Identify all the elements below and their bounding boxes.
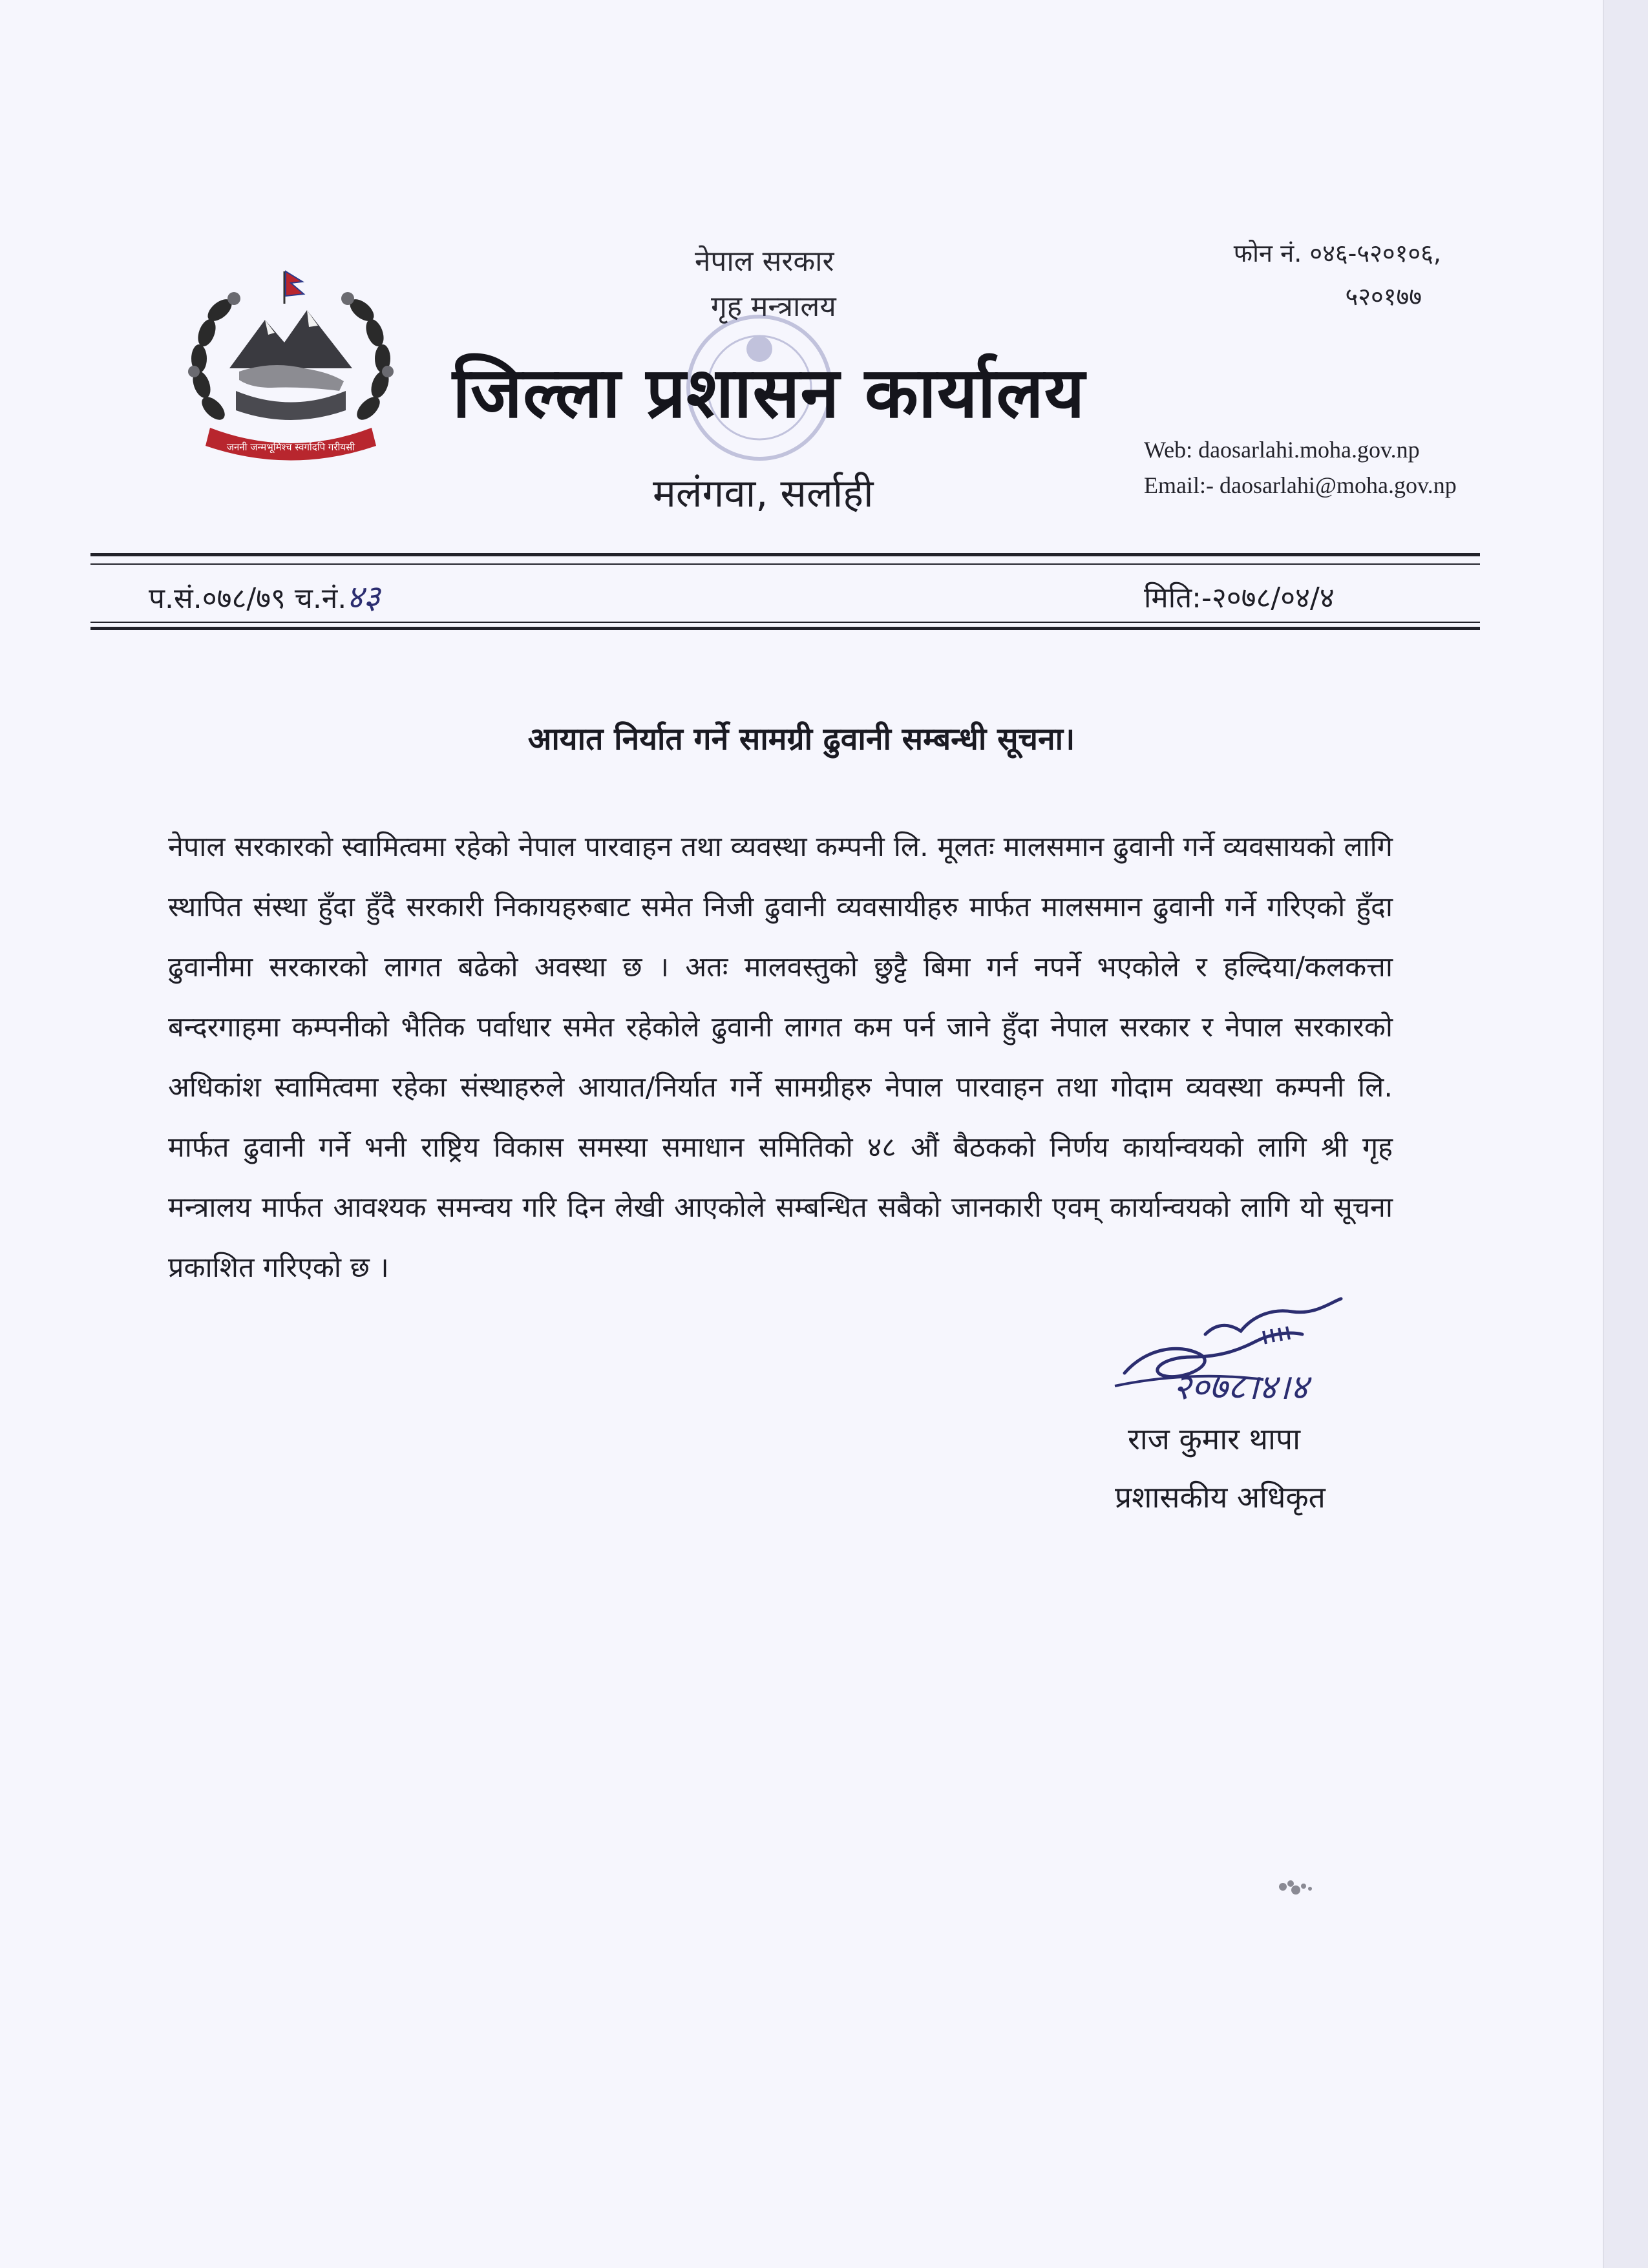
ink-smudge [1270,1871,1328,1903]
phone-number-line1: फोन नं. ०४६-५२०१०६, [1233,239,1441,268]
office-location: मलंगवा, सर्लाही [653,471,874,516]
letter-number-handwritten: ४३ [346,578,381,616]
office-title: जिल्ला प्रशासन कार्यालय [452,353,1086,434]
website-address[interactable]: Web: daosarlahi.moha.gov.np [1144,437,1420,463]
notice-body: नेपाल सरकारको स्वामित्वमा रहेको नेपाल पारवाहन तथा व्यवस्था कम्पनी लि. मूलतः मालसमान ढुवानी गर्ने व्यवसायको लागि स्थापित संस्था हुँदा हुँदै सरकारी निकायहरुबाट समेत निजी ढुवानी व्यवसायीहरु मार्फत मालसमान ढुवानी गर्ने गरिएको हुँदा ढुवानीमा सरकारको लागत बढेको अवस्था छ । अतः मालवस्तुको छुट्टै बिमा गर्न नपर्ने भएकोले र हल्दिया/कलकत्ता बन्दरगाहमा कम्पनीको भैतिक पर्वाधार समेत रहेकोले ढुवानी लागत कम पर्न जाने हुँदा नेपाल सरकार र नेपाल सरकारको अधिकांश स्वामित्वमा रहेका संस्थाहरुले आयात/निर्यात गर्ने सामग्रीहरु नेपाल पारवाहन तथा गोदाम व्यवस्था कम्पनी लि. मार्फत ढुवानी गर्ने भनी राष्ट्रिय विकास समस्या समाधान समितिको ४८ औं बैठकको निर्णय कार्यान्वयको लागि श्री गृह मन्त्रालय मार्फत आवश्यक समन्वय गरि दिन लेखी आएकोले सम्बन्धित सबैको जानकारी एवम् कार्यान्वयको लागि यो सूचना प्रकाशित गरिएको छ । [168,831,1393,1284]
handwritten-signature [1108,1296,1367,1425]
nepal-emblem-icon [174,258,407,465]
header-rule-bottom-thin [90,622,1480,623]
phone-number-line2: ५२०१७७ [1345,282,1422,311]
email-address[interactable]: Email:- daosarlahi@moha.gov.np [1144,472,1457,498]
svg-text:जननी जन्मभूमिश्च स्वर्गादपि गर: जननी जन्मभूमिश्च स्वर्गादपि गरीयसी [226,441,355,453]
header-rule-top-thin [90,563,1480,565]
header-rule-top [90,553,1480,556]
signatory-designation: प्रशासकीय अधिकृत [1115,1480,1326,1515]
svg-text:२०७८।४।४: २०७८।४।४ [1173,1367,1309,1407]
scan-edge [1603,0,1648,2268]
signatory-name: राज कुमार थापा [1128,1422,1301,1456]
government-name: नेपाल सरकार [695,245,834,278]
ministry-name: गृह मन्त्रालय [711,290,836,323]
letter-number: प.सं.०७८/७९ च.नं. [149,582,347,615]
letter-date: मिति:-२०७८/०४/४ [1144,582,1335,614]
letter-reference [149,574,380,618]
header-rule-bottom [90,627,1480,630]
notice-title: आयात निर्यात गर्ने सामग्री ढुवानी सम्बन्धी सूचना। [527,721,1075,757]
